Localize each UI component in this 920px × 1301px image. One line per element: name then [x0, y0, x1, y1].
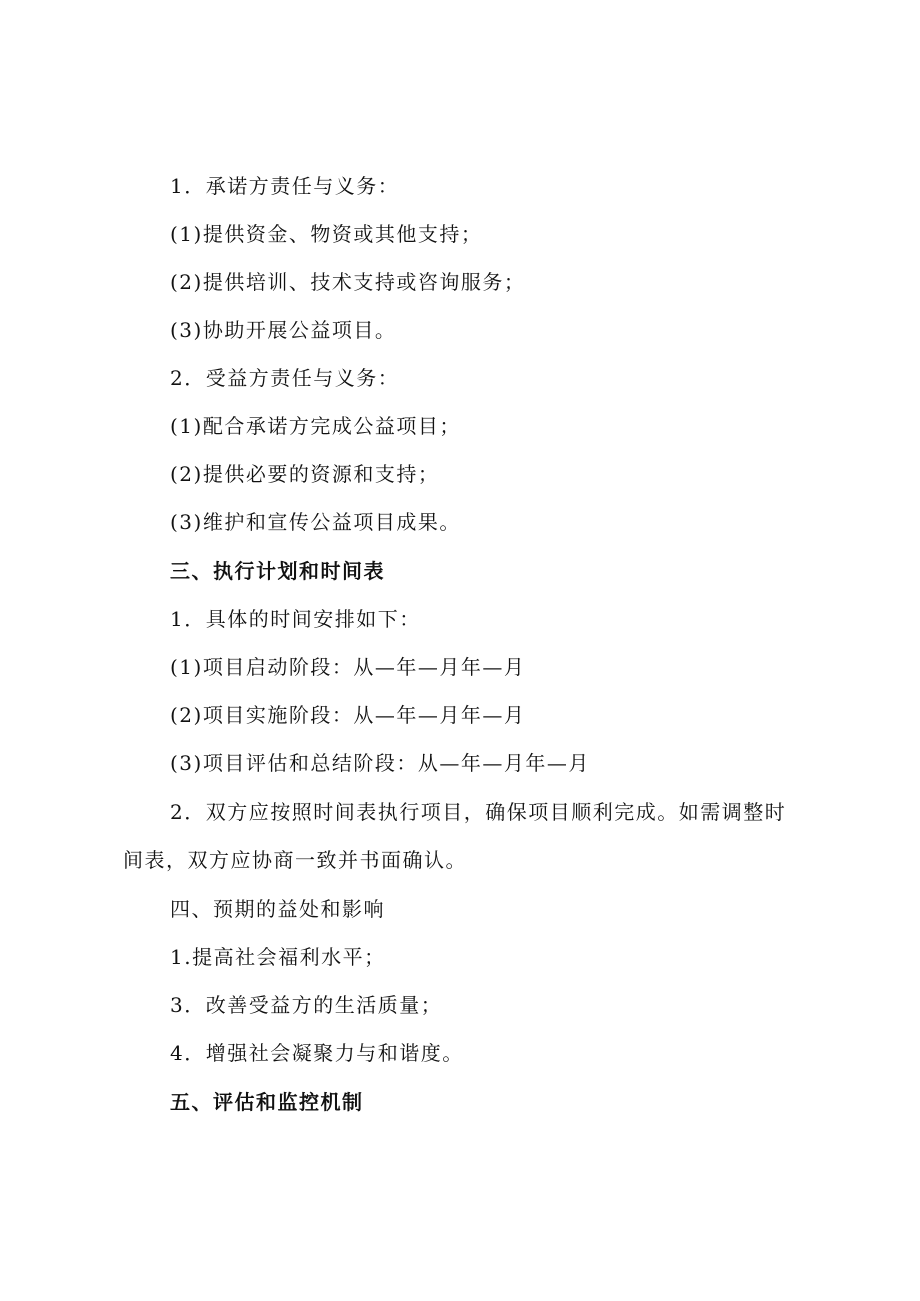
list-item: (3)项目评估和总结阶段：从—年—月年—月	[170, 751, 590, 775]
list-item: 4．增强社会凝聚力与和谐度。	[170, 1041, 464, 1065]
section-3-item-1-heading: 1．具体的时间安排如下：	[170, 607, 421, 631]
list-item: (2)提供培训、技术支持或咨询服务；	[170, 270, 526, 294]
paragraph-line: 2．双方应按照时间表执行项目，确保项目顺利完成。如需调整时	[170, 800, 787, 824]
list-item: 1.提高社会福利水平；	[170, 945, 386, 969]
list-item: (1)提供资金、物资或其他支持；	[170, 222, 483, 246]
section-4-heading: 四、预期的益处和影响	[170, 897, 385, 921]
section-2-item-1-heading: 1．承诺方责任与义务：	[170, 174, 400, 198]
section-3-heading: 三、执行计划和时间表	[170, 559, 385, 583]
list-item: 3．改善受益方的生活质量；	[170, 993, 443, 1017]
list-item: (2)提供必要的资源和支持；	[170, 462, 440, 486]
section-2-item-2-heading: 2．受益方责任与义务：	[170, 366, 400, 390]
list-item: (2)项目实施阶段：从—年—月年—月	[170, 703, 526, 727]
paragraph-line: 间表，双方应协商一致并书面确认。	[123, 848, 467, 872]
list-item: (1)项目启动阶段：从—年—月年—月	[170, 655, 526, 679]
section-5-heading: 五、评估和监控机制	[170, 1090, 364, 1114]
list-item: (3)维护和宣传公益项目成果。	[170, 510, 461, 534]
list-item: (1)配合承诺方完成公益项目；	[170, 414, 461, 438]
list-item: (3)协助开展公益项目。	[170, 318, 397, 342]
